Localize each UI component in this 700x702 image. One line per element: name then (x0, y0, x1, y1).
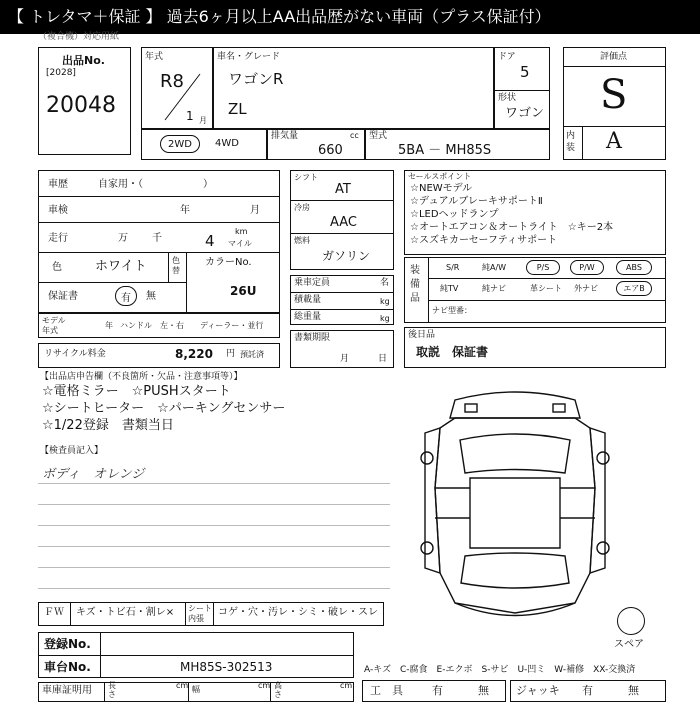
fuel-value: ガソリン (322, 249, 371, 263)
listing-label: 出品No. (62, 54, 105, 67)
chassis-value: MH85S-302513 (180, 660, 273, 674)
jack-none: 無 (628, 684, 639, 697)
displacement-value: 660 (318, 143, 343, 158)
cert-height: 高さ (274, 681, 282, 699)
interior-value: A (606, 129, 622, 154)
shift-value: AT (335, 182, 351, 197)
fuel-label: 燃料 (294, 236, 310, 245)
cell-line (104, 682, 105, 702)
equip-tv: 純TV (440, 284, 459, 293)
cell-line (188, 682, 189, 702)
row-line (290, 309, 394, 310)
registration-label: 登録No. (44, 637, 91, 651)
cell-line (213, 602, 214, 626)
memo-line (38, 483, 390, 484)
listing-number: 20048 (46, 93, 116, 118)
gross-unit: kg (380, 314, 390, 323)
sales-point-item: ☆オートエアコン＆オートライト ☆キー2本 (410, 222, 614, 233)
rating-score: S (600, 72, 628, 118)
sales-point-item: ☆NEWモデル (410, 183, 473, 194)
memo-line (38, 546, 390, 547)
doors-label: ドア (498, 52, 516, 62)
interior-divider (582, 126, 583, 160)
mileage-unit-mile: マイル (228, 239, 252, 248)
row-line (38, 252, 280, 253)
cell-line (270, 682, 271, 702)
note-line: ☆シートヒーター ☆パーキングセンサー (42, 401, 286, 416)
year-month: 1 (186, 109, 194, 123)
recycle-value: 8,220 (175, 347, 213, 361)
model-grade: ZL (228, 100, 247, 118)
header-title: 【 トレタマ＋保証 】 過去6ヶ月以上AA出品歴がない車両（プラス保証付） (8, 7, 551, 26)
cell-line (186, 252, 187, 313)
drive-4wd: 4WD (215, 138, 239, 149)
sales-point-item: ☆スズキカーセーフティサポート (410, 235, 558, 246)
deadline-label: 書類期限 (294, 333, 331, 343)
year-label: 年式 (145, 52, 164, 62)
sheet-note: （複合機）対応用紙 (38, 32, 120, 42)
recycle-label: リサイクル料金 (44, 349, 106, 359)
model-year-dealer: ディーラー・並行 (200, 321, 264, 330)
rating-divider (563, 66, 666, 67)
cert-label: 車庫証明用 (42, 685, 92, 696)
row-line (290, 233, 394, 234)
history-label: 車歴 (48, 179, 68, 190)
equip-pw: P/W (570, 260, 604, 275)
gross-label: 総重量 (294, 312, 322, 322)
note-line: ☆電格ミラー ☆PUSHスタート (42, 384, 231, 399)
tools-none: 無 (478, 684, 489, 697)
year-month-unit: 月 (199, 116, 207, 125)
memo-line (38, 525, 390, 526)
model-year-handle: ハンドル 左・右 (120, 321, 184, 330)
recycle-note: 預託済 (240, 350, 264, 359)
memo-line (38, 567, 390, 568)
equip-aw: 純A/W (482, 263, 507, 272)
mileage-man: 万 (118, 233, 128, 244)
cell-line (168, 252, 169, 282)
history-value: 自家用・（ ） (98, 179, 213, 190)
shift-label: シフト (294, 173, 318, 182)
load-label: 積載量 (294, 295, 322, 305)
model-name: ワゴンR (228, 70, 284, 88)
equip-sr: S/R (446, 263, 460, 272)
warranty-has: 有 (115, 286, 137, 306)
color-no-value: 26U (230, 284, 257, 298)
cell-line (70, 602, 71, 626)
capacity-label: 乗車定員 (294, 278, 331, 288)
sales-point-item: ☆LEDヘッドランプ (410, 209, 499, 220)
color-change-label: 色替 (172, 256, 180, 275)
spare-label: スペア (614, 639, 644, 650)
deadline-day: 日 (378, 354, 388, 364)
row-line (428, 300, 666, 301)
cert-length: 長さ (108, 681, 116, 699)
equip-ext-navi: 外ナビ (574, 284, 598, 293)
row-line (428, 278, 666, 279)
row-line (38, 655, 354, 656)
drive-2wd: 2WD (160, 135, 200, 153)
displacement-label: 排気量 (271, 131, 299, 141)
fw-text-2: コゲ・穴・汚レ・シミ・破レ・スレ (218, 607, 378, 618)
warranty-label: 保証書 (48, 291, 78, 302)
type-label: 型式 (369, 131, 388, 141)
row-line (290, 200, 394, 201)
tools-has: 有 (432, 684, 443, 697)
mileage-label: 走行 (48, 233, 68, 244)
memo-line (38, 588, 390, 589)
equip-navi: 純ナビ (482, 284, 506, 293)
rating-divider-2 (563, 126, 666, 127)
tools-label: 工 具 (370, 684, 403, 697)
jack-label: ジャッキ (516, 684, 560, 697)
row-line (38, 196, 280, 197)
cell-line (185, 602, 186, 626)
cell-line (428, 257, 429, 323)
shape-label: 形状 (498, 93, 517, 103)
memo-line (38, 504, 390, 505)
chassis-label: 車台No. (44, 660, 91, 674)
year-slash (150, 70, 205, 125)
later-label: 後日品 (408, 330, 436, 340)
sales-point-item: ☆デュアルブレーキサポートⅡ (410, 196, 543, 207)
cert-unit: cm (340, 681, 353, 690)
notes-label: 【出品店申告欄（不良箇所・欠品・注意事項等）】 (40, 372, 243, 382)
color-no-label: カラーNo. (205, 257, 252, 268)
mileage-sen: 千 (152, 233, 162, 244)
model-label: 車名・グレード (217, 52, 281, 62)
cert-unit: cm (176, 681, 189, 690)
mileage-unit-km: km (235, 227, 248, 236)
displacement-unit: cc (350, 131, 359, 140)
equip-leather: 革シート (530, 284, 562, 293)
color-label: 色 (52, 262, 62, 273)
damage-legend: A-キズ C-腐食 E-エクボ S-サビ U-凹ミ W-補修 XX-交換済 (364, 665, 636, 675)
row-line (290, 292, 394, 293)
equip-ps: P/S (526, 260, 560, 275)
type-value: 5BA － MH85S (398, 143, 492, 158)
jack-has: 有 (582, 684, 593, 697)
inspection-label: 車検 (48, 205, 68, 216)
fw-seat-label: シート内張 (188, 604, 212, 623)
rating-label: 評価点 (600, 52, 628, 62)
deadline-month: 月 (340, 354, 350, 364)
fw-label: ＦＷ (44, 607, 64, 618)
color-value: ホワイト (95, 259, 147, 274)
interior-label: 内装 (566, 131, 576, 153)
model-year-year: 年 (105, 321, 113, 330)
row-line (38, 222, 280, 223)
listing-code: [2028] (46, 68, 76, 78)
inspector-memo: ボディ オレンジ (42, 467, 145, 482)
cert-unit: cm (258, 681, 271, 690)
equip-airbag: エアB (616, 281, 652, 296)
mileage-value: 4 (205, 232, 215, 250)
inspection-year: 年 (180, 205, 190, 216)
fw-text: キズ・トビ石・割レ× (76, 607, 175, 618)
cert-width: 幅 (192, 685, 200, 694)
ac-label: 冷房 (294, 203, 310, 212)
load-unit: kg (380, 297, 390, 306)
ac-value: AAC (330, 215, 357, 230)
inspector-label: 【検査員記入】 (40, 446, 104, 456)
equip-abs: ABS (616, 260, 652, 275)
equipment-label: 装備品 (410, 265, 420, 304)
warranty-none: 無 (146, 291, 156, 302)
row-line (38, 282, 186, 283)
capacity-unit: 名 (380, 278, 390, 288)
car-damage-diagram (415, 378, 615, 628)
sales-points-label: セールスポイント (408, 172, 472, 181)
model-year-label: モデル年式 (42, 316, 66, 335)
inspection-month: 月 (250, 205, 260, 216)
note-line: ☆1/22登録 書類当日 (42, 418, 174, 433)
year-era: R8 (160, 71, 184, 92)
shape-value: ワゴン (505, 106, 545, 121)
later-value: 取説 保証書 (416, 345, 489, 359)
recycle-unit: 円 (226, 349, 236, 359)
navi-model-label: ナビ型番： (432, 306, 472, 315)
doors-divider (494, 90, 550, 91)
spare-tire-icon (617, 607, 645, 635)
doors-value: 5 (520, 63, 530, 81)
